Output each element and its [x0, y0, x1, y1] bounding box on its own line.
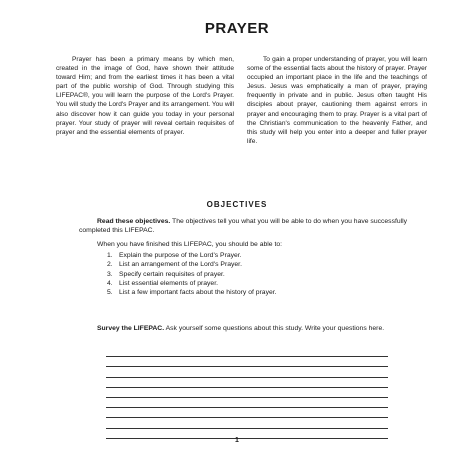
- objective-text: List essential elements of prayer.: [119, 279, 218, 287]
- answer-line[interactable]: [106, 347, 388, 357]
- objective-text: List a few important facts about the history of prayer.: [119, 289, 277, 297]
- objective-item: [107, 279, 277, 288]
- objective-item: [107, 251, 277, 260]
- objective-number: 5.: [107, 289, 113, 297]
- intro-right-paragraph: To gain a proper understanding of prayer, you will learn some of the essential facts about the history of prayer. Prayer occupied an important place in the life and the teachings of Jesus. Jesus was emphatically a man of prayer, praying frequently in private and in public. Jesus often taught His disciples about prayer, cautioning them against errors in prayer and encouraging them to pray. Prayer is a vital part of the Christian's communication to the heavenly Father, and this study will help you enter into a deeper and fuller prayer life.: [247, 56, 427, 145]
- when-finished-text: When you have finished this LIFEPAC, you should be able to:: [97, 241, 283, 248]
- objective-number: 2.: [107, 261, 113, 269]
- objective-item: [107, 270, 277, 279]
- answer-line[interactable]: [106, 398, 388, 408]
- intro-right-column: [247, 55, 427, 146]
- objective-item: [107, 260, 277, 269]
- answer-line[interactable]: [106, 378, 388, 388]
- objectives-list: [107, 251, 277, 297]
- objective-item: [107, 288, 277, 297]
- objective-number: 4.: [107, 279, 113, 287]
- objective-text: List an arrangement of the Lord's Prayer.: [119, 261, 242, 269]
- answer-line[interactable]: [106, 418, 388, 428]
- objective-text: Explain the purpose of the Lord's Prayer.: [119, 252, 242, 259]
- objective-number: 3.: [107, 270, 113, 278]
- objective-number: 1.: [107, 252, 113, 259]
- answer-line[interactable]: [106, 357, 388, 367]
- objective-text: Specify certain requisites of prayer.: [119, 270, 225, 278]
- read-objectives-text: The objectives tell you what you will be able to do when you have successfully completed this LIFEPAC.: [79, 218, 408, 234]
- survey-paragraph: [79, 324, 409, 333]
- read-objectives-paragraph: [79, 217, 409, 235]
- page-title: PRAYER: [204, 20, 270, 37]
- answer-line[interactable]: [106, 388, 388, 398]
- survey-text: Ask yourself some questions about this study. Write your questions here.: [164, 325, 385, 332]
- objectives-heading: OBJECTIVES: [206, 200, 268, 209]
- answer-line[interactable]: [106, 408, 388, 418]
- intro-left-column: [56, 55, 234, 137]
- survey-lead: Survey the LIFEPAC.: [97, 325, 165, 332]
- read-objectives-lead: Read these objectives.: [97, 218, 171, 225]
- intro-left-paragraph: Prayer has been a primary means by which men, created in the image of God, have shown their attitude toward Him; and from the earliest times it has been a vital part of the public worship of God. Through studying this LIFEPAC®, you will learn the purpose of the Lord's Prayer. You will study the Lord's Prayer and its arrangement. You will also discover how it can guide you today in your personal prayer. Your study of prayer will reveal certain requisites of prayer and the essential elements of prayer.: [56, 56, 234, 136]
- page-number: 1: [235, 437, 239, 444]
- answer-line[interactable]: [106, 367, 388, 377]
- answer-lines[interactable]: [106, 347, 388, 439]
